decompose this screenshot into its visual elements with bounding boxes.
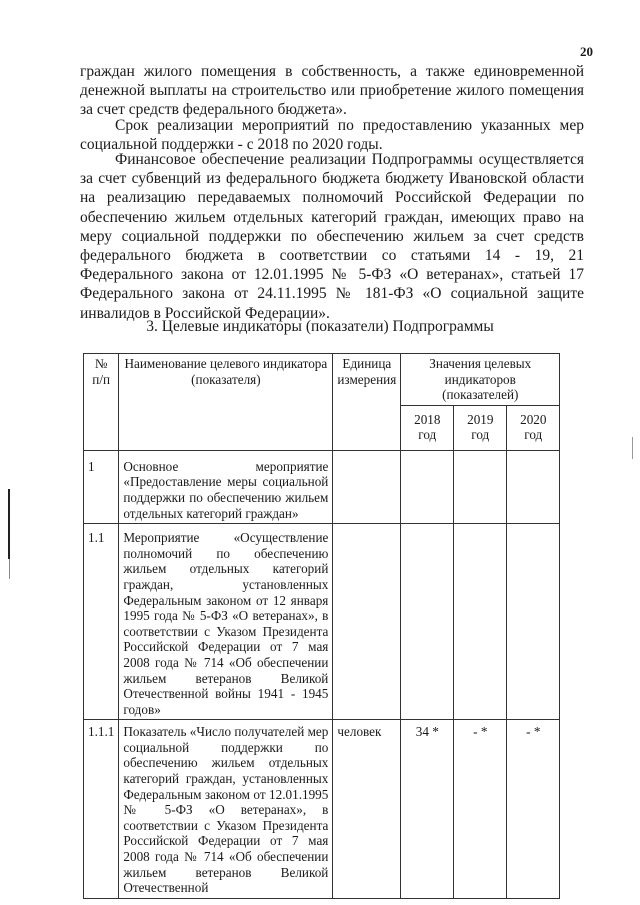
table-row xyxy=(84,524,560,720)
row-value-2018: 34 * xyxy=(401,720,454,899)
header-year-2018: 2018 год xyxy=(401,405,454,450)
row-unit xyxy=(333,524,401,720)
table-header-row xyxy=(84,354,560,406)
table-row xyxy=(84,450,560,523)
table-row xyxy=(84,720,560,899)
header-values: Значения целевых индикаторов (показателей) xyxy=(401,354,560,406)
row-unit xyxy=(333,450,401,523)
paragraph-financing xyxy=(80,150,584,323)
paragraph-text: Финансовое обеспечение реализации Подпрограммы осуществляется за счет субвенций из федерального бюджета бюджету Ивановской области на реализацию передаваемых полномочий Российской Федерации по обеспечению жильем отдельных категорий граждан, имеющих право на меру социальной поддержки по обеспечению жильем за счет средств федерального бюджета в соответствии со статьями 14 - 19, 21 Федерального закона от 12.01.1995 № 5-ФЗ «О ветеранах», статьей 17 Федерального закона от 24.11.1995 № 181-ФЗ «О социальной защите инвалидов в Российской Федерации». xyxy=(80,151,584,322)
row-value-2019 xyxy=(454,524,507,720)
page-number: 20 xyxy=(580,44,593,59)
row-value-2020 xyxy=(507,524,560,720)
row-num: 1.1 xyxy=(84,524,119,720)
paragraph-continuation: граждан жилого помещения в собственность, а также единовременной денежной выплаты на строительство или приобретение жилого помещения за счет средств федерального бюджета». xyxy=(80,63,584,119)
header-unit: Единица измерения xyxy=(333,354,401,451)
row-num: 1 xyxy=(84,450,119,523)
section-title: 3. Целевые индикаторы (показатели) Подпрограммы xyxy=(146,318,494,335)
row-value-2020 xyxy=(507,450,560,523)
row-name: Основное мероприятие «Предоставление меры социальной поддержки по обеспечению жильем отдельных категорий граждан» xyxy=(119,450,333,523)
paragraph-text: Срок реализации мероприятий по предоставлению указанных мер социальной поддержки - с 2018 по 2020 годы. xyxy=(80,117,584,154)
row-num: 1.1.1 xyxy=(84,720,119,899)
row-name: Мероприятие «Осуществление полномочий по обеспечению жильем отдельных категорий граждан, установленных Федеральным законом от 12 января 1995 года № 5-ФЗ «О ветеранах», в соответствии с Указом Президента Российской Федерации от 7 мая 2008 года № 714 «Об обеспечении жильем ветеранов Великой Отечественной войны 1941 - 1945 годов» xyxy=(119,524,333,720)
row-value-2019: - * xyxy=(454,720,507,899)
indicators-table xyxy=(83,353,560,899)
row-name: Показатель «Число получателей мер социальной поддержки по обеспечению жильем отдельных категорий граждан, установленных Федеральным законом от 12.01.1995 № 5-ФЗ «О ветеранах», в соответствии с Указом Президента Российской Федерации от 7 мая 2008 года № 714 «Об обеспечении жильем ветеранов Великой Отечественной xyxy=(119,720,333,899)
row-value-2018 xyxy=(401,450,454,523)
row-value-2018 xyxy=(401,524,454,720)
row-value-2020: - * xyxy=(507,720,560,899)
header-year-2019: 2019 год xyxy=(454,405,507,450)
scan-artifact xyxy=(632,437,633,459)
header-num: № п/п xyxy=(84,354,119,451)
header-year-2020: 2020 год xyxy=(507,405,560,450)
row-value-2019 xyxy=(454,450,507,523)
scan-artifact xyxy=(8,489,10,559)
paragraph-implementation-period xyxy=(80,116,584,154)
row-unit: человек xyxy=(333,720,401,899)
scan-artifact xyxy=(9,559,10,579)
header-name: Наименование целевого индикатора (показателя) xyxy=(119,354,333,451)
